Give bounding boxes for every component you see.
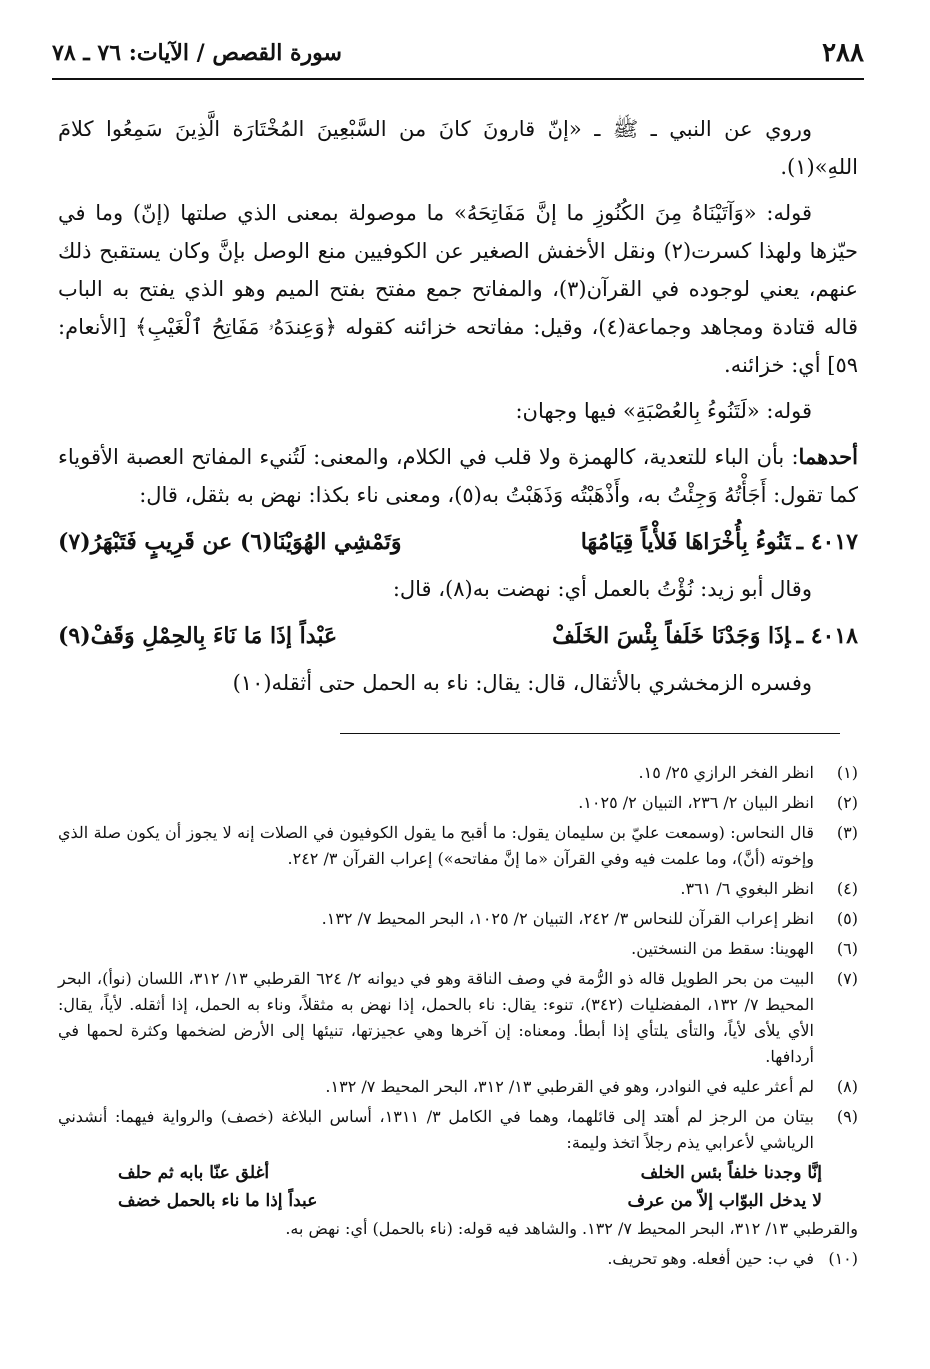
running-title: سورة القصص / الآيات: ٧٦ ـ ٧٨ bbox=[52, 40, 342, 66]
footnote-text: والقرطبي ١٣/ ٣١٢، البحر المحيط ٧/ ١٣٢. والشاهد فيه قوله: (ناء بالحمل) أي: نهض به. bbox=[285, 1219, 858, 1238]
footnote-3 bbox=[58, 820, 858, 872]
verse-hemistich-1: إذَا وَجَدْنَا خَلَفاً بِئْسَ الخَلَفْ bbox=[552, 623, 791, 649]
footnote-text: لم أعثر عليه في النوادر، وهو في القرطبي ١٣/ ٣١٢، البحر المحيط ٧/ ١٣٢. bbox=[325, 1077, 814, 1096]
footnote-text: انظر البيان ٢/ ٢٣٦، التبيان ٢/ ١٠٢٥. bbox=[578, 793, 814, 812]
verse-hemistich-2: أغلق عنّا بابه ثم حلف bbox=[118, 1163, 270, 1183]
footnote-separator bbox=[340, 733, 840, 734]
paragraph-zamakhshari: وفسره الزمخشري بالأثقال، قال: يقال: ناء به الحمل حتى أثقله(١٠) bbox=[232, 671, 812, 695]
first-view-lead: أحدهما bbox=[798, 444, 858, 469]
verse-hemistich-1: لا يدخل البوّاب إلاّ من عرف bbox=[627, 1191, 822, 1211]
verse-hemistich-2: عَبْداً إذَا مَا نَاءَ بِالحِمْلِ وَقَفْ(٩) bbox=[58, 623, 338, 649]
footnote-text: انظر الفخر الرازي ٢٥/ ١٥. bbox=[638, 763, 814, 782]
verse-hemistich-1: تَنُوءُ بِأُخْرَاهَا فَلأْياً قِيَامُهَا bbox=[580, 529, 791, 555]
footnote-text: انظر البغوي ٦/ ٣٦١. bbox=[680, 879, 814, 898]
first-view-text: : بأن الباء للتعدية، كالهمزة ولا قلب في الكلام، والمعنى: لَتُنيء المفاتح العصبة الأقوياء كما تقول: أَجَأْتُهُ وَجِئْتُ به، وأَذْهَبْتُه وَذَهَبْتُ به(٥)، ومعنى ناء بكذا: نهض به بثقل، قال: bbox=[58, 445, 858, 507]
footnote-number: (٦) bbox=[836, 939, 858, 958]
footnote-5 bbox=[58, 906, 858, 932]
footnote-6 bbox=[58, 936, 858, 962]
footnote-text: في ب: حين أفعله. وهو تحريف. bbox=[607, 1249, 814, 1268]
footnote-number: (٧) bbox=[836, 969, 858, 988]
footnote-number: (١) bbox=[836, 763, 858, 782]
paragraph-tanuu: قوله: «لَتَنُوءُ بِالعُصْبَةِ» فيها وجهان: bbox=[515, 399, 812, 423]
footnote-9-verse-2 bbox=[118, 1188, 822, 1214]
footnotes bbox=[58, 760, 858, 1276]
verse-hemistich-2: عبداً إذا ما ناء بالحمل خضف bbox=[118, 1191, 318, 1211]
verse-hemistich-1: إنَّا وجدنا خلفاً بئس الخلف bbox=[640, 1163, 822, 1183]
footnote-text: البيت من بحر الطويل قاله ذو الرُّمة في وصف الناقة وهو في ديوانه ٢/ ٦٢٤ القرطبي ١٣/ ٣١٢، اللسان (نوأ)، البحر المحيط ٧/ ١٣٢، المفضليات (٣٤٢)، تنوء: يقال: ناء بالحمل، إذا نهض به مثقلاً، وناء به الحمل، إذا أثقله. لأياً، يقال: الأي يلأى لأياً، والتأى يلتأي إذا أبطأ. ومعناه: إن آخرها وهي عجيزتها، تنيئها إلى الأرض لضخمها وكثرة لحمها في أردافها. bbox=[58, 969, 815, 1066]
main-text bbox=[58, 110, 858, 710]
footnote-4 bbox=[58, 876, 858, 902]
footnote-number: (٥) bbox=[836, 909, 858, 928]
verse-number: ٤٠١٨ ـ bbox=[796, 623, 858, 649]
footnote-2 bbox=[58, 790, 858, 816]
footnote-number: (٣) bbox=[836, 823, 858, 842]
footnote-9-tail bbox=[58, 1216, 858, 1242]
paragraph-abu-zaid: وقال أبو زيد: نُؤْتُ بالعمل أي: نهضت به(٨)، قال: bbox=[392, 577, 812, 601]
paragraph-first-view bbox=[58, 438, 858, 514]
footnote-10 bbox=[58, 1246, 858, 1272]
footnote-text: الهوينا: سقط من النسختين. bbox=[631, 939, 814, 958]
verse-hemistich-2: وَتَمْشِي الهُوَيْنَا(٦) عن قَرِيبٍ فَتَبْهَرُ(٧) bbox=[58, 529, 402, 555]
page-header bbox=[52, 36, 864, 80]
footnote-text: انظر إعراب القرآن للنحاس ٣/ ٢٤٢، التبيان ٢/ ١٠٢٥، البحر المحيط ٧/ ١٣٢. bbox=[321, 909, 814, 928]
verse-number: ٤٠١٧ ـ bbox=[796, 529, 858, 555]
footnote-9-verse-1 bbox=[118, 1160, 822, 1186]
verse-4017 bbox=[58, 522, 858, 562]
footnote-text: قال النحاس: (وسمعت عليّ بن سليمان يقول: ما أقبح ما يقول الكوفيون في الصلات إنه لا يجوز أن يكون صلة الذي وإخوته (أنَّ)، وما علمت فيه وفي القرآن «ما إنَّ مفاتحه») إعراب القرآن ٣/ ٢٤٢. bbox=[58, 823, 814, 868]
page-number: ٢٨٨ bbox=[822, 38, 864, 68]
footnote-1 bbox=[58, 760, 858, 786]
footnote-number: (٢) bbox=[836, 793, 858, 812]
footnote-number: (٩) bbox=[836, 1107, 858, 1126]
footnote-text: بيتان من الرجز لم أهتد إلى قائلهما، وهما في الكامل ٣/ ١٣١١، أساس البلاغة (خصف) والرواية فيهما: أنشدني الرياشي لأعرابي يذم رجلاً اتخذ وليمة: bbox=[58, 1107, 814, 1152]
footnote-number: (٨) bbox=[836, 1077, 858, 1096]
paragraph-hadith: وروي عن النبي ـ ﷺ ـ «إنّ قارونَ كانَ من السَّبْعِينَ المُخْتَارَة الَّذِينَ سَمِعُوا كلامَ اللهِ»(١). bbox=[58, 117, 858, 179]
footnote-9 bbox=[58, 1104, 858, 1156]
footnote-number: (٤) bbox=[836, 879, 858, 898]
footnote-7 bbox=[58, 966, 858, 1070]
paragraph-mafatih: قوله: «وَآتَيْنَاهُ مِنَ الكُنُوزِ ما إنَّ مَفَاتِحَهُ» ما موصولة بمعنى الذي صلتها (إنّ) وما في حيّزها ولهذا كسرت(٢) ونقل الأخفش الصغير عن الكوفيين منع الوصل بإنَّ وكان يستقبح ذلك عنهم، يعني لوجوده في القرآن(٣)، والمفاتح جمع مفتح بفتح الميم وهو الذي يفتح به الباب قاله قتادة ومجاهد وجماعة(٤)، وقيل: مفاتحه خزائنه كقوله ﴿وَعِندَهُۥ مَفَاتِحُ ٱلْغَيْبِ﴾ [الأنعام: ٥٩] أي: خزائنه. bbox=[58, 201, 859, 377]
footnote-8 bbox=[58, 1074, 858, 1100]
footnote-number: (١٠) bbox=[828, 1249, 858, 1268]
verse-4018 bbox=[58, 616, 858, 656]
